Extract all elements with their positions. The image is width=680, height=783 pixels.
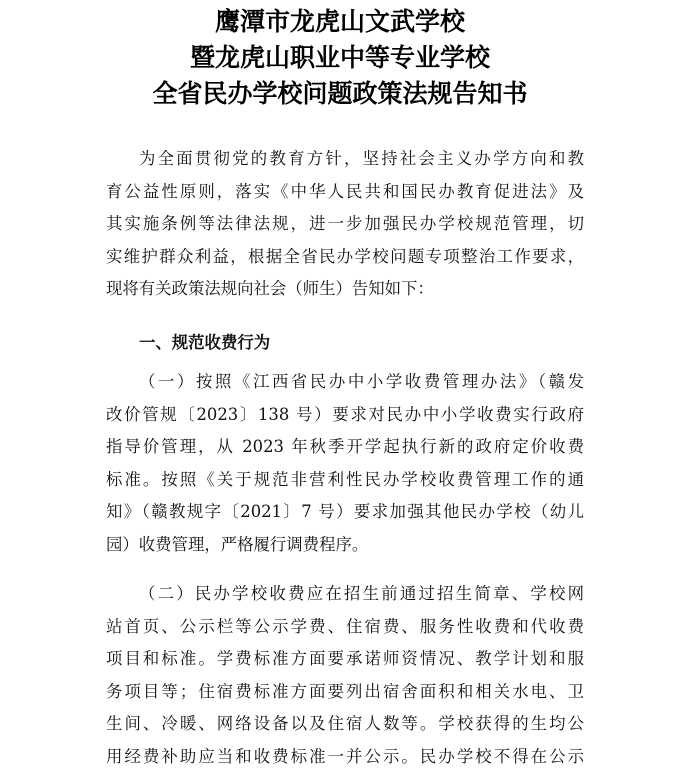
paragraph-line: 改价管规〔2023〕138 号）要求对民办中小学收费实行政府 — [106, 404, 584, 424]
item-one-paragraph — [106, 366, 584, 562]
title-line-vocational-school: 暨龙虎山职业中等专业学校 — [189, 43, 490, 72]
paragraph-line: 知》（赣教规字〔2021〕7 号）要求加强其他民办学校（幼儿 — [106, 502, 584, 522]
paragraph-line: 务项目等；住宿费标准方面要列出宿舍面积和相关水电、卫 — [106, 681, 584, 701]
paragraph-line: （一）按照《江西省民办中小学收费管理办法》（赣发 — [139, 372, 584, 391]
paragraph-line: 现将有关政策法规向社会（师生）告知如下： — [106, 279, 434, 299]
item-two-paragraph — [106, 578, 584, 774]
title-line-school-name: 鹰潭市龙虎山文武学校 — [214, 7, 465, 36]
paragraph-line: 生间、冷暖、网络设备以及住宿人数等。学校获得的生均公 — [106, 714, 584, 734]
paragraph-line: 育公益性原则，落实《中华人民共和国民办教育促进法》及 — [106, 181, 584, 201]
paragraph-line: 用经费补助应当和收费标准一并公示。民办学校不得在公示 — [106, 746, 584, 766]
intro-paragraph — [106, 143, 584, 306]
document-title — [0, 4, 680, 112]
paragraph-line: 站首页、公示栏等公示学费、住宿费、服务性收费和代收费 — [106, 616, 584, 636]
paragraph-line: （二）民办学校收费应在招生前通过招生简章、学校网 — [139, 584, 584, 603]
section-heading-fees — [106, 327, 584, 360]
paragraph-line: 为全面贯彻党的教育方针，坚持社会主义办学方向和教 — [139, 149, 584, 168]
paragraph-line: 项目和标准。学费标准方面要承诺师资情况、教学计划和服 — [106, 649, 584, 669]
title-line-notice: 全省民办学校问题政策法规告知书 — [152, 79, 528, 108]
paragraph-line: 其实施条例等法律法规，进一步加强民办学校规范管理，切 — [106, 214, 584, 234]
paragraph-line: 标准。按照《关于规范非营利性民办学校收费管理工作的通 — [106, 469, 584, 489]
paragraph-line: 园）收费管理，严格履行调费程序。 — [106, 534, 369, 554]
paragraph-line: 指导价管理，从 2023 年秋季开学起执行新的政府定价收费 — [106, 437, 584, 457]
paragraph-line: 实维护群众利益，根据全省民办学校问题专项整治工作要求， — [106, 246, 584, 266]
section-heading-text: 一、规范收费行为 — [139, 333, 271, 352]
